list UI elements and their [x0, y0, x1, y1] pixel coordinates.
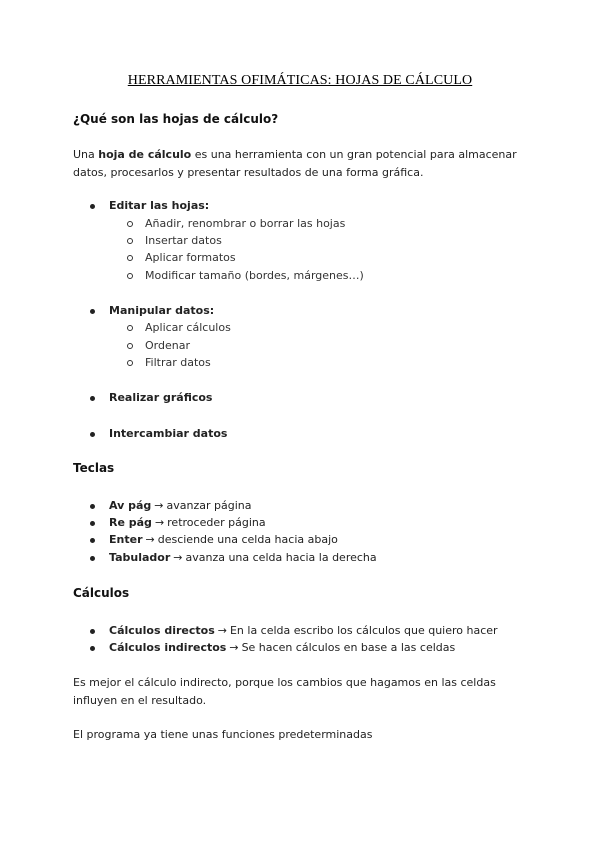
intro-prefix: Una — [73, 148, 99, 161]
key-item: Tabulador → avanza una celda hacia la derecha — [109, 551, 377, 564]
intro-paragraph — [73, 146, 533, 182]
heading-what-are-spreadsheets: ¿Qué son las hojas de cálculo? — [73, 112, 279, 126]
calc-item: Cálculos indirectos → Se hacen cálculos en base a las celdas — [109, 641, 456, 654]
sub-item: Insertar datos — [145, 234, 222, 247]
heading-calculations: Cálculos — [73, 586, 130, 600]
sub-item: Añadir, renombrar o borrar las hojas — [145, 217, 346, 230]
list-item-charts: Realizar gráficos — [109, 391, 213, 404]
key-item: Av pág → avanzar página — [109, 499, 252, 512]
sub-item: Ordenar — [145, 339, 190, 352]
sub-item: Aplicar formatos — [145, 251, 236, 264]
sub-item: Modificar tamaño (bordes, márgenes…) — [145, 269, 364, 282]
key-item: Re pág → retroceder página — [109, 516, 266, 529]
paragraph-functions: El programa ya tiene unas funciones predeterminadas — [73, 728, 373, 741]
list-item-exchange-data: Intercambiar datos — [109, 427, 228, 440]
sub-item: Aplicar cálculos — [145, 321, 231, 334]
document-title: HERRAMIENTAS OFIMÁTICAS: HOJAS DE CÁLCULO — [127, 73, 473, 88]
paragraph-indirect: Es mejor el cálculo indirecto, porque los cambios que hagamos en las celdas influyen en el resultado. — [73, 676, 496, 707]
key-item: Enter → desciende una celda hacia abajo — [109, 533, 338, 546]
heading-keys: Teclas — [73, 461, 115, 475]
sub-item: Filtrar datos — [145, 356, 211, 369]
calc-item: Cálculos directos → En la celda escribo los cálculos que quiero hacer — [109, 624, 498, 637]
intro-suffix: es una herramienta con un gran potencial para almacenar datos, procesarlos y presentar resultados de una forma gráfica. — [73, 148, 517, 179]
list-item-edit-sheets: Editar las hojas: — [109, 199, 210, 212]
intro-bold-term: hoja de cálculo — [98, 148, 192, 161]
list-item-manipulate-data: Manipular datos: — [109, 304, 215, 317]
